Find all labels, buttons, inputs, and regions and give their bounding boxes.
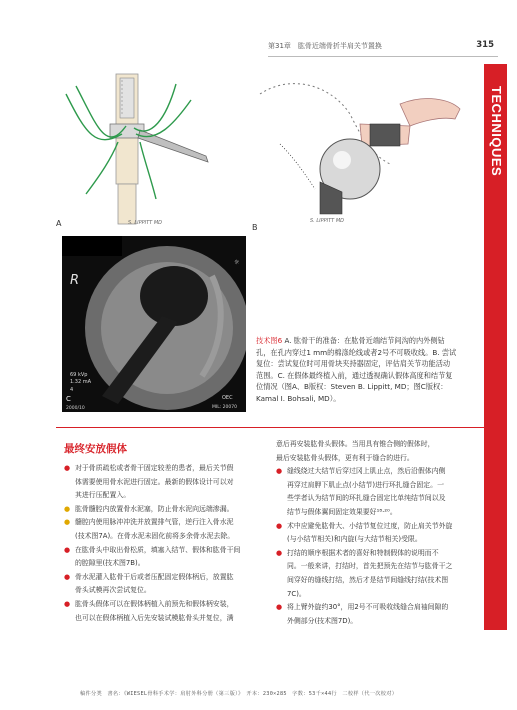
header-rule	[268, 56, 498, 57]
figure-b-illustration	[250, 64, 465, 234]
fluoro-overlay-line2: 1.32 mA	[70, 379, 92, 385]
figure-a-label: A	[56, 219, 62, 228]
bullet-dot-icon: ●	[276, 603, 283, 612]
svg-text:☼: ☼	[234, 259, 240, 266]
caption-head: 技术图6	[256, 336, 283, 345]
left-bullet-2: ● 在肱骨头中取出骨松质，填塞入结节、假体和肱骨干间 的腔隙里(技术图7B)。	[64, 545, 241, 568]
fluoro-marker-r: R	[70, 273, 80, 288]
right-continuation: 意后再安装肱骨头假体。当用具有锥合侧的假体时， 最后安装肱骨头假体，更有利于缝合的进行。	[276, 440, 435, 462]
caption-line-5: 位情况（图A、B版权：Steven B. Lippitt, MD；图C版权：	[256, 382, 448, 391]
bullet-dot-icon: ●	[276, 521, 283, 530]
drill-instrument	[138, 130, 208, 162]
caption-line-2: 孔，在孔内穿过1 mm的棉涤纶线或者2号不可吸收线。B. 尝试	[256, 347, 457, 357]
print-footer: 稿件分类 書名：《WIESEL骨科手术学：肩肘外科分册（第三版）》 开本：230×285 字数：53千×44行 二校样（代一次校对）	[80, 691, 398, 697]
page-number: 315	[476, 40, 494, 50]
figure-a-signature: S. LIPPITT MD	[128, 220, 162, 226]
figure-c-label: C	[66, 395, 71, 403]
caption-line-6: Kamal I. Bohsali, MD）。	[256, 393, 341, 403]
fluoro-overlay-oec: OEC	[222, 395, 233, 401]
figure-c-fluoroscopy	[62, 236, 246, 412]
fluoro-overlay-bottom-left: 2000/10	[66, 406, 85, 411]
figure-a-illustration	[56, 64, 216, 229]
chapter-title: 第31章 肱骨近端骨折半肩关节置换	[268, 42, 382, 50]
caption-line-4: 范围。C. 在假体最终植入前，通过透视确认假体高度和结节复	[256, 370, 453, 380]
running-header	[268, 40, 498, 54]
left-subbullet-1: ● 肱骨髓腔内放置骨水泥塞，防止骨水泥向远端渗漏。	[64, 503, 264, 517]
section-title: 最终安放假体	[64, 443, 127, 455]
right-column	[276, 438, 478, 628]
bullet-dot-icon: ●	[64, 572, 71, 581]
humeral-head-implant	[140, 266, 208, 326]
bullet-dot-icon: ●	[276, 467, 283, 476]
right-bullet-4: ● 将上臂外旋约30°，用2号不可吸收线缝合肩袖间隙的 外侧部分(技术图7D)。	[276, 603, 449, 625]
left-bullet-3: ● 骨水泥灌入肱骨干后或者压配固定假体柄后，放置肱 骨头试模再次尝试复位。	[64, 572, 234, 595]
left-subbullet-2: ● 髓腔内使用脉冲冲洗并放置排气管，逆行注入骨水泥 (技术图7A)。在骨水泥未固化前将多余骨水泥去除。	[64, 518, 235, 540]
caption-line-1: A. 肱骨干的准备：在肱骨近端结节间沟的内外侧钻	[284, 336, 445, 345]
fluoro-overlay-line1: 69 kVp	[70, 372, 88, 378]
bone-clamp	[370, 124, 400, 146]
forearm	[400, 99, 460, 126]
fluoro-overlay-line3: 4	[70, 387, 74, 393]
fluoroscopy-image	[62, 236, 246, 412]
figure-b-signature: S. LIPPITT MD	[310, 218, 344, 224]
caption-line-3: 复位：尝试复位时可用骨块夹持器固定，评估肩关节功能活动	[256, 359, 451, 368]
left-bullet-1: ● 对于骨质疏松或者骨干固定较差的患者，最后关节假 体需要使用骨水泥进行固定。最新的假体设计可以对 其进行压配置入。	[64, 464, 234, 500]
side-tab-label: TECHNIQUES	[489, 86, 504, 177]
left-bullet-4: ● 肱骨头假体可以在假体柄植入前预先和假体柄安装， 也可以在假体柄植入后先安装试模肱骨头并复位，满	[64, 599, 234, 622]
sub-bullet-dot-icon: ●	[64, 504, 71, 513]
right-bullet-1: ● 缝线绕过大结节后穿过冈上肌止点，然后沿假体内侧 再穿过肩胛下肌止点(小结节)进行环扎缝合固定。一 些学者认为结节间的环扎缝合固定比单纯结节间以及 结节与假体翼间固定效果要好¹⁸·²⁰。	[276, 467, 446, 516]
figure-b-label: B	[252, 223, 258, 232]
fluoro-overlay-bottom-right: MIL: 20070	[212, 405, 237, 410]
bullet-dot-icon: ●	[64, 464, 71, 472]
bullet-dot-icon: ●	[276, 548, 283, 557]
sub-bullet-dot-icon: ●	[64, 518, 71, 527]
right-bullet-2: ● 术中应避免肱骨大、小结节复位过度，防止肩关节外旋 (与小结节相关)和内旋(与大结节相关)受限。	[276, 521, 453, 544]
right-bullet-3: ● 打结的顺序根据术者的喜好和特制假体的说明而不 同。一般来讲，打结时，首先把预先在结节与肱骨干之 间穿好的缝线打结，然后才是结节间缝线打结(技术图 7C)。	[276, 548, 453, 598]
left-column	[64, 462, 264, 625]
bullet-dot-icon: ●	[64, 545, 71, 554]
section-divider	[56, 427, 484, 428]
figure-caption	[256, 335, 474, 404]
bullet-dot-icon: ●	[64, 599, 71, 608]
